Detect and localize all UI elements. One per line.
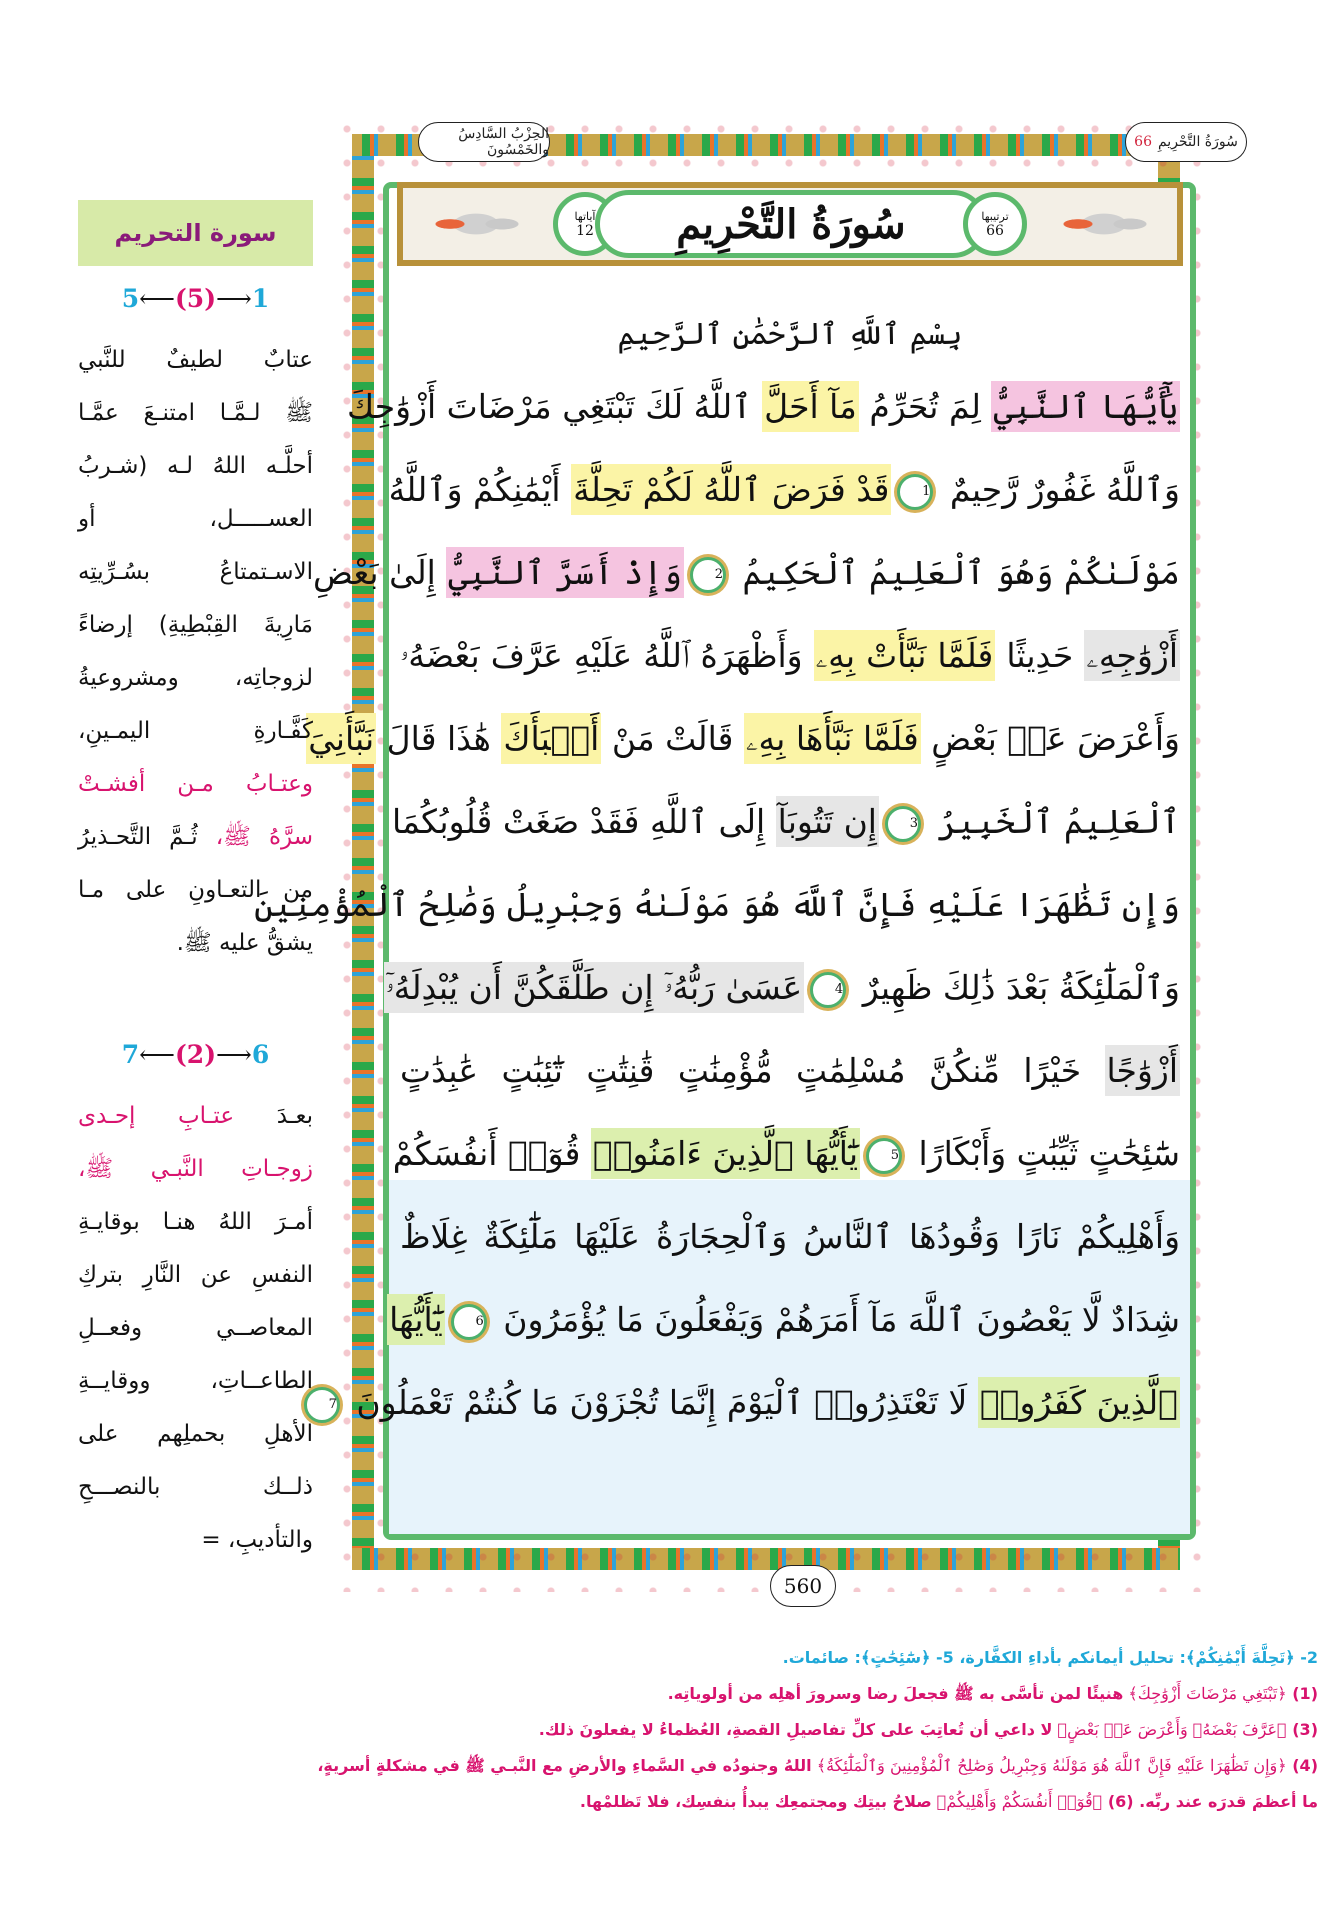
surah-header-label xyxy=(1125,122,1247,162)
sidebar-text-line: العســـــل، أو xyxy=(78,506,313,532)
verse-text: وَأَهْلِيكُمْ نَارًا وَقُودُهَا ٱلنَّاسُ وَٱلْحِجَارَةُ عَلَيْهَا مَلَٰٓئِكَةٌ غِلَاظٌ xyxy=(400,1217,1180,1256)
sidebar-text-line: الأهلِ بحملِهم على xyxy=(78,1421,313,1447)
sidebar-text: بعـدَ xyxy=(276,1103,313,1129)
verse-text: مَوْلَىٰكُمْ وَهُوَ ٱلْعَلِيمُ ٱلْحَكِيمُ xyxy=(731,553,1180,592)
highlighted-phrase: وَإِذْ أَسَرَّ ٱلنَّبِيُّ xyxy=(446,547,684,598)
surah-order-badge xyxy=(963,192,1027,256)
ayah-end-marker: 6 xyxy=(451,1304,487,1340)
surah-title xyxy=(595,190,987,258)
verse-text: وَٱللَّهُ غَفُورٌ رَّحِيمٌ xyxy=(939,470,1180,509)
quran-line xyxy=(400,1036,1180,1106)
verse-text: ٱلْعَلِيمُ ٱلْخَبِيرُ xyxy=(926,802,1180,841)
quran-line xyxy=(400,1202,1180,1272)
verse-text: إِلَى ٱللَّهِ فَقَدْ صَغَتْ قُلُوبُكُمَا xyxy=(392,802,776,841)
quran-line xyxy=(254,870,1180,940)
quran-line xyxy=(346,372,1180,442)
highlighted-phrase: قَدْ فَرَضَ ٱللَّهُ لَكُمْ تَحِلَّةَ xyxy=(571,464,891,515)
basmala: بِسْمِ ٱللَّهِ ٱلرَّحْمَٰنِ ٱلرَّحِيمِ xyxy=(617,317,963,352)
sidebar-text-line: يشقُّ عليه ﷺ. xyxy=(176,930,313,956)
verse-text: حَدِيثًا xyxy=(995,636,1085,675)
quran-line xyxy=(313,538,1180,608)
footnote-text: صلاحُ بيتِك ومجتمعِك يبدأُ بنفسِك، فلا تَظلمْها. xyxy=(579,1792,932,1811)
highlighted-phrase: فَلَمَّا نَبَّأَهَا بِهِۦ xyxy=(744,713,921,764)
verse-range-2: 7⟵(2)⟶6 xyxy=(121,1040,270,1069)
quran-line xyxy=(389,1285,1180,1355)
highlighted-phrase: مَآ أَحَلَّ xyxy=(762,381,859,432)
verse-text: وَأَعْرَضَ عَنۢ بَعْضٍ xyxy=(920,719,1180,758)
quran-line xyxy=(385,953,1180,1023)
page-number xyxy=(770,1565,836,1607)
surah-header-name: سُورَةُ التَّحْرِيمِ xyxy=(1157,134,1238,150)
page-number-text: 560 xyxy=(783,1574,823,1598)
surah-title-text: سُورَةُ التَّحْرِيمِ xyxy=(676,200,906,248)
range-start: 6 xyxy=(251,1040,270,1069)
footnote-text: هنيئًا لمن تأسَّى به ﷺ فجعلَ رضا وسرورَ أهلِه من أولوياتِه. xyxy=(667,1684,1124,1703)
verse-text: لَا تَعْتَذِرُوا۟ ٱلْيَوْمَ إِنَّمَا تُجْزَوْنَ مَا كُنتُمْ تَعْمَلُونَ xyxy=(345,1383,978,1422)
sidebar-text-line: والتأديبِ، = xyxy=(201,1527,313,1553)
sidebar-text-line: كَفَّـارةِ اليمـينِ، xyxy=(78,718,313,744)
sidebar-text-line: ﷺ لـمَّـا امتنـعَ عمَّـا xyxy=(78,400,313,426)
sidebar-text-line: من التعـاونِ على مـا xyxy=(78,877,313,903)
quran-line xyxy=(400,621,1180,691)
verse-text: قَالَتْ مَنْ xyxy=(601,719,744,758)
arrow-right-icon: ⟶ xyxy=(216,1040,252,1069)
sidebar-text-line xyxy=(78,811,313,863)
sidebar-text-line: المعاصــي وفعــلِ xyxy=(78,1315,313,1341)
verse-text: شِدَادٌ لَّا يَعْصُونَ ٱللَّهَ مَآ أَمَرَهُمْ وَيَفْعَلُونَ مَا يُؤْمَرُونَ xyxy=(492,1300,1180,1339)
footnote-line xyxy=(78,1784,1318,1820)
highlighted-phrase: إِن تَتُوبَآ xyxy=(776,796,879,847)
sidebar-text-line: لزوجاتِه، ومشروعيةُ xyxy=(78,665,313,691)
footnote-quote: ﴿قُوٓا۟ أَنفُسَكُمْ وَأَهْلِيكُمْ﴾ xyxy=(931,1792,1103,1811)
sidebar-text: ثُـمَّ التَّحـذيرُ xyxy=(78,824,216,850)
surah-title-cartouche xyxy=(397,182,1183,266)
sidebar-text-line: ذلــك بالنصـــحِ xyxy=(78,1474,313,1500)
arrow-left-icon: ⟵ xyxy=(139,1040,175,1069)
range-start: 1 xyxy=(251,284,270,313)
sidebar-text-line: وعتـابُ مـن أفشـتْ xyxy=(78,771,313,797)
floral-ornament-icon xyxy=(411,194,541,254)
arrow-right-icon: ⟶ xyxy=(216,284,252,313)
quran-line xyxy=(392,787,1180,857)
footnote-quote: ﴿وَإِن تَظَٰهَرَا عَلَيْهِ فَإِنَّ ٱللَّهَ هُوَ مَوْلَىٰهُ وَجِبْرِيلُ وَصَٰلِحُ ٱلْمُؤْمِنِينَ وَٱلْمَلَٰٓئِكَةُ﴾ xyxy=(811,1756,1287,1775)
sidebar-text-line xyxy=(78,1090,313,1142)
ayat-count-value: 12 xyxy=(576,223,594,239)
highlighted-phrase: أَزْوَٰجِهِۦ xyxy=(1084,630,1180,681)
footnote-vocabulary: 2- ﴿تَحِلَّةَ أَيْمَٰنِكُمْ﴾: تحليل أيمانكم بأداءِ الكفَّارة، 5- ﴿سَٰٓئِحَٰتٍ﴾: صائمات. xyxy=(782,1648,1318,1667)
verse-text: سَٰٓئِحَٰتٍ ثَيِّبَٰتٍ وَأَبْكَارًا xyxy=(908,1134,1180,1173)
footnote-text: اللهُ وجنودُه في السَّماءِ والأرضِ مع النَّبـي ﷺ في مشكلةٍ أسريةٍ، xyxy=(317,1756,812,1775)
footnote-number: (6) xyxy=(1102,1792,1140,1811)
verse-text: وَإِن تَظَٰهَرَا عَلَيْهِ فَإِنَّ ٱللَّهَ هُوَ مَوْلَىٰهُ وَجِبْرِيلُ وَصَٰلِحُ ٱلْمُؤْمِنِينَ xyxy=(254,885,1180,924)
surah-header-number: 66 xyxy=(1134,134,1152,150)
sidebar-highlight: عتـابِ إحـدى xyxy=(78,1103,277,1129)
verse-text: لِمَ تُحَرِّمُ xyxy=(858,387,992,426)
highlighted-phrase: يَٰٓأَيُّهَا ٱلنَّبِيُّ xyxy=(991,381,1180,432)
verse-text: إِلَىٰ بَعْضِ xyxy=(313,553,447,592)
sidebar-highlight: سرَّهُ ﷺ، xyxy=(215,824,313,850)
ayah-end-marker: 1 xyxy=(897,474,933,510)
sidebar-surah-title-text: سورة التحريم xyxy=(114,219,277,247)
footnote-text: لا داعي أن تُعاتِبَ على كلِّ تفاصيلِ القصةِ، العُظماءُ لا يفعلونَ ذلك. xyxy=(538,1720,1053,1739)
hizb-label xyxy=(418,122,550,162)
highlighted-phrase: يَٰٓأَيُّهَا xyxy=(387,1294,445,1345)
footnote-number: (4) xyxy=(1286,1756,1318,1775)
sidebar-text-line: زوجـاتِ النَّبـي ﷺ، xyxy=(78,1156,313,1182)
highlighted-phrase: عَسَىٰ رَبُّهُۥٓ إِن طَلَّقَكُنَّ أَن يُبْدِلَهُۥٓ xyxy=(384,962,805,1013)
ayah-end-marker: 5 xyxy=(866,1138,902,1174)
ayah-end-marker: 4 xyxy=(810,972,846,1008)
footnote-line xyxy=(78,1712,1318,1748)
sidebar-text-line: النفسِ عن النَّارِ بتركِ xyxy=(78,1262,313,1288)
sidebar-text-line: أحلَّـه اللهُ لـه (شـربُ xyxy=(78,453,313,479)
sidebar-text-line: أمـرَ اللهُ هنـا بوقايـةِ xyxy=(78,1209,313,1235)
floral-ornament-icon xyxy=(1039,194,1169,254)
sidebar-surah-title xyxy=(78,200,313,266)
highlighted-phrase: ٱلَّذِينَ كَفَرُوا۟ xyxy=(978,1377,1180,1428)
footnote-text: ما أعظمَ قدرَه عند ربِّه. xyxy=(1139,1792,1318,1811)
quran-line xyxy=(328,1368,1180,1438)
range-end: 7 xyxy=(121,1040,140,1069)
verse-text: أَيْمَٰنِكُمْ وَٱللَّهُ xyxy=(388,470,572,509)
ayat-count-label: آياتها xyxy=(574,210,596,223)
quran-line xyxy=(308,704,1180,774)
sidebar-text-line: عتابٌ لطيفٌ للنَّبي xyxy=(78,347,313,373)
verse-text: هَٰذَا قَالَ xyxy=(376,719,502,758)
range-count: 2 xyxy=(186,1040,205,1069)
hizb-label-text: الحِزْبُ السَّادِسُ والخَمْسُونَ xyxy=(458,126,549,158)
verse-text: خَيْرًا مِّنكُنَّ مُسْلِمَٰتٍ مُّؤْمِنَٰتٍ قَٰنِتَٰتٍ تَٰٓئِبَٰتٍ عَٰبِدَٰتٍ xyxy=(400,1051,1105,1090)
range-end: 5 xyxy=(121,284,140,313)
surah-order-label: ترتيبها xyxy=(981,210,1009,223)
highlighted-phrase: يَٰٓأَيُّهَا ٱلَّذِينَ ءَامَنُوا۟ xyxy=(591,1128,860,1179)
highlighted-phrase: فَلَمَّا نَبَّأَتْ بِهِۦ xyxy=(814,630,996,681)
footnote-number: (3) xyxy=(1286,1720,1318,1739)
quran-line xyxy=(392,1119,1180,1189)
highlighted-phrase: أَنۢبَأَكَ xyxy=(501,713,601,764)
footnote-quote: ﴿تَبْتَغِي مَرْضَاتَ أَزْوَٰجِكَ﴾ xyxy=(1123,1684,1287,1703)
footnote-number: (1) xyxy=(1286,1684,1318,1703)
verse-text: قُوٓا۟ أَنفُسَكُمْ xyxy=(392,1134,591,1173)
ayah-end-marker: 2 xyxy=(690,557,726,593)
verse-text: وَٱلْمَلَٰٓئِكَةُ بَعْدَ ذَٰلِكَ ظَهِيرٌ xyxy=(852,968,1180,1007)
sidebar-text-line: الاسـتمتاعُ بسُـرِّيتِه xyxy=(78,559,313,585)
highlighted-phrase: نَبَّأَنِيَ xyxy=(306,713,376,764)
ayah-end-marker: 3 xyxy=(885,806,921,842)
verse-text: وَأَظْهَرَهُ ٱللَّهُ عَلَيْهِ عَرَّفَ بَعْضَهُۥ xyxy=(400,636,814,675)
arrow-left-icon: ⟵ xyxy=(139,284,175,313)
highlighted-phrase: أَزْوَٰجًا xyxy=(1105,1045,1181,1096)
verse-text: ٱللَّهُ لَكَ تَبْتَغِي مَرْضَاتَ أَزْوَٰجِكَ xyxy=(346,387,763,426)
verse-range-1: 5⟵(5)⟶1 xyxy=(121,284,270,313)
quran-line xyxy=(388,455,1180,525)
sidebar-text-line: مَارِيةَ القِبْطِيةِ) إرضاءً xyxy=(78,612,313,638)
ayah-end-marker: 7 xyxy=(304,1387,340,1423)
range-count: 5 xyxy=(186,284,205,313)
footnote-line xyxy=(78,1676,1318,1712)
surah-order-value: 66 xyxy=(986,223,1004,239)
footnote-line xyxy=(78,1748,1318,1784)
sidebar-text-line: الطاعــاتِ، ووقايــةِ xyxy=(78,1368,313,1394)
footnote-quote: ﴿عَرَّفَ بَعْضَهُۥ وَأَعْرَضَ عَنۢ بَعْضٍ﴾ xyxy=(1052,1720,1287,1739)
